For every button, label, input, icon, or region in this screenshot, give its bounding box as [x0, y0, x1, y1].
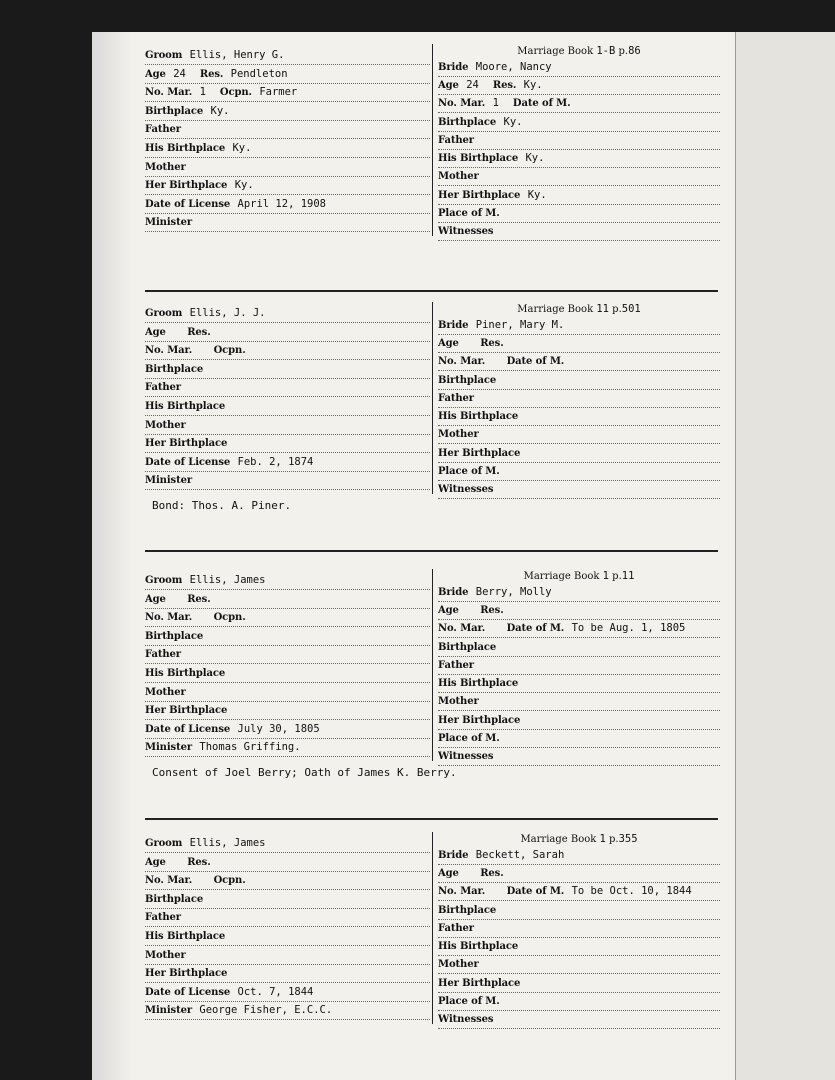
record-field-row [145, 629, 430, 646]
field-label: Bride [438, 320, 472, 331]
field-label: Her Birthplace [438, 447, 521, 459]
field-label: His Birthplace [145, 931, 226, 942]
marriage-book-number: 1 [602, 570, 609, 582]
field-label: His Birthplace [438, 941, 519, 953]
record-field-row [438, 409, 720, 426]
field-label: Age [438, 80, 463, 92]
field-label: Mother [438, 959, 479, 971]
field-label: Place of M. [438, 207, 500, 219]
record-field-row [438, 866, 720, 883]
field-label: His Birthplace [438, 411, 519, 423]
field-label: No. Mar. [438, 886, 489, 898]
marriage-record-card [145, 44, 720, 244]
record-field-row [438, 1012, 720, 1029]
record-field-row [438, 133, 720, 150]
field-label: Place of M. [438, 465, 500, 477]
record-field-row [145, 647, 430, 664]
field-label: Ocpn. [213, 612, 246, 624]
field-value: Ellis, J. J. [189, 307, 266, 319]
field-label: Bride [438, 62, 472, 73]
record-field-row [145, 836, 430, 853]
record-field-row [145, 1003, 430, 1020]
field-label: Her Birthplace [145, 180, 231, 192]
record-field-row [145, 380, 430, 397]
field-label: Birthplace [438, 116, 500, 128]
field-label: Birthplace [438, 904, 497, 916]
record-field-row [438, 884, 720, 901]
record-field-row [438, 621, 720, 638]
field-label: Birthplace [438, 641, 497, 653]
field-label: Her Birthplace [145, 438, 228, 450]
field-label: Birthplace [145, 893, 204, 905]
field-label: Bride [438, 850, 472, 861]
field-value: Ky. [527, 188, 547, 201]
record-field-row [145, 436, 430, 453]
record-field-row [438, 60, 720, 77]
record-note: Bond: Thos. A. Piner. [152, 499, 292, 512]
field-label: Age [145, 593, 170, 605]
marriage-book-header [438, 569, 720, 583]
field-value: July 30, 1805 [237, 722, 320, 735]
field-label: Witnesses [438, 226, 494, 238]
field-value: George Fisher, E.C.C. [199, 1004, 333, 1017]
record-field-row [145, 325, 430, 342]
page-shadow [92, 32, 132, 1080]
record-separator [145, 550, 718, 552]
field-label: Age [438, 338, 463, 350]
field-label: Groom [145, 838, 186, 849]
record-field-row [145, 141, 430, 158]
field-label: Date of M. [506, 356, 565, 368]
record-field-row [145, 855, 430, 872]
field-label: Witnesses [438, 1014, 494, 1026]
field-label: Ocpn. [213, 345, 246, 357]
field-label: Her Birthplace [438, 714, 521, 726]
field-label: Marriage Book [517, 46, 597, 57]
field-value: Ellis, James [189, 837, 266, 849]
field-value: Ky. [234, 179, 254, 192]
adjacent-card-edge [735, 32, 835, 1080]
page-number: 11 [621, 570, 635, 582]
field-label: Minister [145, 475, 193, 487]
field-label: Father [438, 392, 474, 404]
field-label: Minister [145, 217, 193, 229]
page-number: 355 [618, 833, 638, 845]
record-field-row [438, 206, 720, 223]
record-field-row [438, 115, 720, 132]
record-field-row [438, 151, 720, 168]
record-field-row [438, 848, 720, 865]
record-field-row [145, 740, 430, 757]
field-label: Date of M. [512, 98, 571, 110]
field-label: Groom [145, 50, 186, 61]
record-field-row [438, 658, 720, 675]
record-field-row [145, 573, 430, 590]
marriage-book-header [438, 302, 720, 316]
marriage-record-card [145, 832, 720, 1032]
field-label: No. Mar. [145, 875, 196, 887]
record-field-row [145, 592, 430, 609]
field-label: Bride [438, 587, 472, 598]
column-divider [432, 44, 433, 236]
record-note: Consent of Joel Berry; Oath of James K. Berry. [152, 766, 457, 779]
record-field-row [145, 399, 430, 416]
field-label: No. Mar. [438, 356, 489, 368]
field-label: Ocpn. [219, 87, 256, 99]
field-value: 1 [492, 97, 499, 110]
record-field-row [438, 640, 720, 657]
field-label: Witnesses [438, 484, 494, 496]
field-label: Age [438, 868, 463, 880]
record-field-row [145, 703, 430, 720]
record-field-row [438, 603, 720, 620]
field-label: Date of License [145, 198, 234, 210]
record-field-row [145, 929, 430, 946]
field-value: Moore, Nancy [475, 61, 552, 73]
field-label: Age [145, 856, 170, 868]
field-label: Res. [480, 868, 504, 880]
record-field-row [438, 96, 720, 113]
field-label: Minister [145, 742, 196, 754]
field-label: Age [438, 605, 463, 617]
record-field-row [145, 610, 430, 627]
field-label: Res. [480, 605, 504, 617]
record-field-row [438, 464, 720, 481]
field-value: Berry, Molly [475, 586, 552, 598]
record-field-row [438, 903, 720, 920]
field-label: Date of M. [506, 623, 568, 635]
record-field-row [438, 694, 720, 711]
field-label: Date of M. [506, 886, 568, 898]
record-field-row [145, 160, 430, 177]
record-field-row [438, 188, 720, 205]
field-label: Res. [187, 326, 211, 338]
field-label: Ocpn. [213, 875, 246, 887]
field-label: Father [438, 134, 474, 146]
marriage-book-number: 1-B [596, 45, 616, 57]
field-label: Res. [480, 338, 504, 350]
record-field-row [438, 676, 720, 693]
record-field-row [438, 731, 720, 748]
record-field-row [145, 473, 430, 490]
field-label: Father [145, 912, 181, 924]
field-label: Age [145, 326, 170, 338]
field-label: Groom [145, 575, 186, 586]
field-value: 1 [199, 86, 206, 99]
field-label: p. [608, 571, 622, 582]
record-field-row [145, 910, 430, 927]
field-label: Birthplace [145, 105, 207, 117]
record-field-row [438, 921, 720, 938]
record-field-row [145, 343, 430, 360]
field-label: Marriage Book [520, 834, 600, 845]
field-label: His Birthplace [145, 143, 229, 154]
field-label: p. [605, 834, 619, 845]
page-number: 86 [628, 45, 641, 57]
field-label: Place of M. [438, 995, 500, 1007]
field-label: Mother [438, 696, 479, 708]
record-field-row [438, 957, 720, 974]
field-value: Pendleton [230, 67, 288, 80]
record-field-row [145, 178, 430, 195]
field-label: Date of License [145, 456, 234, 468]
field-value: Ky. [503, 115, 523, 128]
record-field-row [145, 197, 430, 214]
record-field-row [438, 224, 720, 241]
field-label: p. [615, 46, 629, 57]
column-divider [432, 832, 433, 1024]
record-field-row [145, 122, 430, 139]
field-label: Birthplace [438, 374, 497, 386]
field-label: His Birthplace [438, 678, 519, 690]
field-label: Age [145, 68, 170, 80]
field-label: Birthplace [145, 630, 204, 642]
record-field-row [145, 948, 430, 965]
field-value: Ellis, James [189, 574, 266, 586]
field-label: Her Birthplace [145, 968, 228, 980]
field-value: Feb. 2, 1874 [237, 455, 314, 468]
record-field-row [438, 749, 720, 766]
record-field-row [145, 215, 430, 232]
field-label: p. [608, 304, 622, 315]
field-label: Mother [145, 949, 186, 961]
record-field-row [438, 391, 720, 408]
field-value: Thomas Griffing. [199, 741, 301, 754]
record-field-row [438, 446, 720, 463]
record-field-row [438, 427, 720, 444]
record-field-row [145, 85, 430, 102]
record-field-row [438, 336, 720, 353]
field-label: Res. [199, 68, 227, 80]
page-number: 501 [621, 303, 641, 315]
record-separator [145, 290, 718, 292]
record-field-row [438, 585, 720, 602]
field-value: To be Aug. 1, 1805 [571, 622, 686, 635]
record-field-row [438, 373, 720, 390]
record-field-row [145, 362, 430, 379]
record-field-row [145, 666, 430, 683]
record-field-row [145, 966, 430, 983]
field-value: 24 [173, 67, 186, 80]
field-value: April 12, 1908 [237, 197, 327, 210]
field-value: Ky. [232, 142, 252, 154]
field-label: Her Birthplace [438, 977, 521, 989]
field-label: Father [438, 659, 474, 671]
record-field-row [145, 873, 430, 890]
marriage-book-header [438, 832, 720, 846]
field-label: Father [145, 649, 181, 661]
field-label: Date of License [145, 723, 234, 735]
record-field-row [438, 994, 720, 1011]
field-label: Res. [187, 856, 211, 868]
marriage-record-card [145, 302, 720, 502]
record-field-row [145, 306, 430, 323]
field-label: Res. [187, 593, 211, 605]
field-value: Ky. [210, 104, 230, 117]
field-label: Marriage Book [517, 304, 597, 315]
record-field-row [438, 354, 720, 371]
column-divider [432, 569, 433, 761]
record-field-row [438, 169, 720, 186]
field-label: His Birthplace [145, 668, 226, 679]
field-value: Piner, Mary M. [475, 319, 565, 331]
field-value: Ky. [525, 152, 545, 165]
field-label: Place of M. [438, 732, 500, 744]
field-label: His Birthplace [438, 153, 522, 165]
record-field-row [145, 455, 430, 472]
field-value: To be Oct. 10, 1844 [571, 885, 692, 898]
marriage-book-header [438, 44, 720, 58]
field-label: Mother [438, 171, 479, 183]
record-field-row [438, 318, 720, 335]
record-field-row [145, 418, 430, 435]
record-field-row [145, 67, 430, 84]
field-label: Date of License [145, 986, 234, 998]
field-label: No. Mar. [145, 345, 196, 357]
record-field-row [438, 713, 720, 730]
field-label: Minister [145, 1005, 196, 1017]
field-label: Marriage Book [523, 571, 603, 582]
record-field-row [145, 985, 430, 1002]
record-field-row [438, 482, 720, 499]
field-value: Farmer [259, 86, 298, 99]
field-label: Groom [145, 308, 186, 319]
field-value: 24 [466, 79, 479, 92]
marriage-record-card [145, 569, 720, 769]
field-label: Father [438, 922, 474, 934]
marriage-book-number: 1 [599, 833, 606, 845]
field-label: No. Mar. [145, 87, 196, 99]
field-label: No. Mar. [145, 612, 196, 624]
field-label: Father [145, 382, 181, 394]
column-divider [432, 302, 433, 494]
field-label: His Birthplace [145, 401, 226, 412]
record-field-row [438, 976, 720, 993]
field-label: Her Birthplace [438, 189, 524, 201]
field-label: Mother [438, 429, 479, 441]
record-field-row [145, 685, 430, 702]
record-field-row [438, 939, 720, 956]
record-field-row [145, 104, 430, 121]
record-field-row [145, 48, 430, 65]
field-label: Mother [145, 419, 186, 431]
record-field-row [145, 892, 430, 909]
field-label: No. Mar. [438, 98, 489, 110]
field-label: Birthplace [145, 363, 204, 375]
marriage-book-number: 11 [596, 303, 609, 315]
field-label: Res. [492, 80, 520, 92]
field-label: Her Birthplace [145, 705, 228, 717]
field-value: Beckett, Sarah [475, 849, 565, 861]
field-value: Ky. [523, 79, 543, 92]
field-label: Father [145, 124, 181, 136]
field-label: Witnesses [438, 751, 494, 763]
field-label: Mother [145, 686, 186, 698]
record-field-row [438, 78, 720, 95]
field-label: No. Mar. [438, 623, 489, 635]
field-label: Mother [145, 161, 186, 173]
record-separator [145, 818, 718, 820]
field-value: Oct. 7, 1844 [237, 985, 314, 998]
field-value: Ellis, Henry G. [189, 49, 285, 61]
record-field-row [145, 722, 430, 739]
